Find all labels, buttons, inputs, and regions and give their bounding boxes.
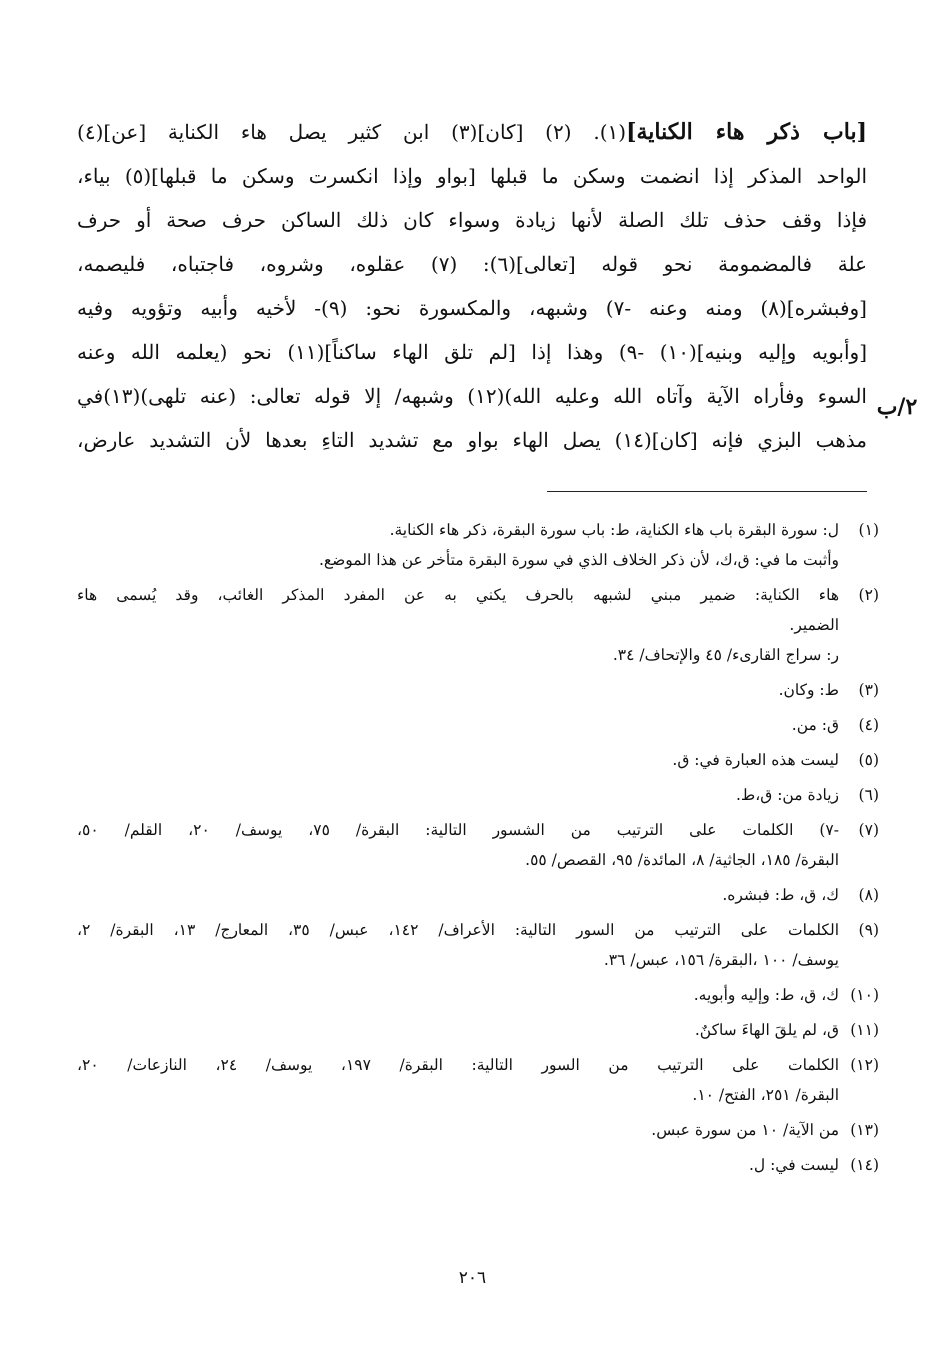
footnote-12: [77, 1050, 879, 1110]
footnote-4: [77, 710, 879, 740]
main-line-3: فإذا وقف حذف تلك الصلة لأنها زيادة وسواء كان ذلك الساكن حرف صحة أو حرف: [77, 208, 867, 232]
footnote-body: [77, 1150, 839, 1180]
footnote-number: (١٢): [850, 1056, 879, 1074]
footnote-7: [77, 815, 879, 875]
footnote-14: [77, 1150, 879, 1180]
chapter-heading: [باب ذكر هاء الكناية]: [626, 119, 867, 145]
footnote-line: زيادة من: ق،ط.: [735, 786, 839, 804]
footnote-8: [77, 880, 879, 910]
footnote-line: ق، لم يلقَ الهاءَ ساكنٌ.: [694, 1021, 839, 1039]
footnote-line: ر: سراج القارىء/ ٤٥ والإتحاف/ ٣٤.: [612, 646, 839, 664]
folio-margin-note: ٢/ب: [876, 394, 918, 420]
footnote-body: [77, 675, 839, 705]
main-line-text: (١). (٢) [كان](٣) ابن كثير يصل هاء الكناية [عن](٤): [77, 120, 627, 144]
footnote-2: [77, 580, 879, 670]
footnote-9: [77, 915, 879, 975]
footnote-number: (٣): [858, 681, 879, 699]
footnote-1: [77, 515, 879, 575]
footnote-number: (٤): [858, 716, 879, 734]
footnote-line: هاء الكناية: ضمير مبني لشبهه بالحرف يكني به عن المفرد المذكر الغائب، وقد يُسمى هاء: [77, 586, 839, 604]
footnote-11: [77, 1015, 879, 1045]
footnote-body: [77, 580, 839, 670]
footnote-body: [77, 1015, 839, 1045]
footnote-number: (١٤): [850, 1156, 879, 1174]
footnote-number: (٩): [858, 921, 879, 939]
footnotes-section: [77, 515, 879, 1185]
main-line-8: مذهب البزي فإنه [كان](١٤) يصل الهاء بواو مع تشديد التاءِ بعدها لأن التشديد عارض،: [77, 428, 867, 452]
footnote-line: وأثبت ما في: ق،ك، لأن ذكر الخلاف الذي في سورة البقرة متأخر عن هذا الموضع.: [318, 551, 839, 569]
footnote-number: (١٣): [850, 1121, 879, 1139]
footnote-body: [77, 815, 839, 875]
footnote-separator: [547, 491, 867, 492]
footnote-line: الكلمات على الترتيب من السور التالية: البقرة/ ١٩٧، يوسف/ ٢٤، النازعات/ ٢٠،: [77, 1056, 840, 1074]
footnote-number: (٥): [858, 751, 879, 769]
footnote-number: (٦): [858, 786, 879, 804]
footnote-number: (١): [858, 521, 879, 539]
footnote-body: [77, 915, 839, 975]
footnote-line: ك، ق، ط: وإليه وأبويه.: [693, 986, 839, 1004]
footnote-line: ط: وكان.: [778, 681, 839, 699]
footnote-number: (١٠): [850, 986, 879, 1004]
footnote-10: [77, 980, 879, 1010]
footnote-line: ل: سورة البقرة باب هاء الكناية، ط: باب سورة البقرة، ذكر هاء الكناية.: [389, 521, 839, 539]
footnote-body: [77, 1050, 839, 1110]
footnote-body: [77, 515, 839, 575]
footnote-number: (٢): [858, 586, 879, 604]
footnote-3: [77, 675, 879, 705]
footnote-body: [77, 880, 839, 910]
footnote-line: الكلمات على الترتيب من السور التالية: الأعراف/ ١٤٢، عبس/ ٣٥، المعارج/ ١٣، البقرة/ ٢،: [77, 921, 840, 939]
footnote-line: الضمير.: [789, 616, 839, 634]
main-line-7: السوء وفأراه الآية وآتاه الله وعليه الله)(١٢) وشبهه/ إلا قوله تعالى: (عنه تلهى)(١٣)في: [77, 384, 867, 408]
footnote-line: يوسف/ ١٠٠ ،البقرة/ ١٥٦، عبس/ ٣٦.: [603, 951, 839, 969]
footnote-line: البقرة/ ١٨٥، الجاثية/ ٨، المائدة/ ٩٥، القصص/ ٥٥.: [525, 851, 839, 869]
footnote-number: (٧): [858, 821, 879, 839]
footnote-number: (٨): [858, 886, 879, 904]
main-line-5: [وفبشره](٨) ومنه وعنه -٧) وشبهه، والمكسورة نحو: (٩)- لأخيه وأبيه وتؤويه وفيه: [77, 296, 867, 320]
footnote-line: ك، ق، ط: فبشره.: [722, 886, 839, 904]
main-text-block: [77, 110, 867, 462]
footnote-6: [77, 780, 879, 810]
footnote-line: البقرة/ ٢٥١، الفتح/ ١٠.: [692, 1086, 839, 1104]
footnote-line: -٧) الكلمات على الترتيب من الشسور التالية: البقرة/ ٧٥، يوسف/ ٢٠، القلم/ ٥٠،: [77, 821, 839, 839]
footnote-body: [77, 710, 839, 740]
main-line-2: الواحد المذكر إذا انضمت وسكن ما قبلها [بواو وإذا انكسرت وسكن ما قبلها](٥) بياء،: [77, 164, 867, 188]
main-line-1: [77, 110, 867, 154]
main-line-6: [وأبويه وإليه وبنيه](١٠) -٩) وهذا إذا [لم تلق الهاء ساكناً](١١) نحو (يعلمه الله وعنه: [77, 340, 868, 364]
footnote-body: [77, 980, 839, 1010]
footnote-5: [77, 745, 879, 775]
footnote-body: [77, 780, 839, 810]
footnote-line: ليست في: ل.: [748, 1156, 839, 1174]
footnote-13: [77, 1115, 879, 1145]
footnote-line: ق: من.: [791, 716, 839, 734]
footnote-body: [77, 745, 839, 775]
footnote-line: من الآية/ ١٠ من سورة عبس.: [651, 1121, 839, 1139]
footnote-number: (١١): [850, 1021, 879, 1039]
footnote-line: ليست هذه العبارة في: ق.: [672, 751, 839, 769]
main-line-4: علة فالمضمومة نحو قوله [تعالى](٦): (٧) عقلوه، وشروه، فاجتباه، فليصمه،: [77, 252, 867, 276]
footnote-body: [77, 1115, 839, 1145]
page-number: ٢٠٦: [458, 1268, 487, 1288]
